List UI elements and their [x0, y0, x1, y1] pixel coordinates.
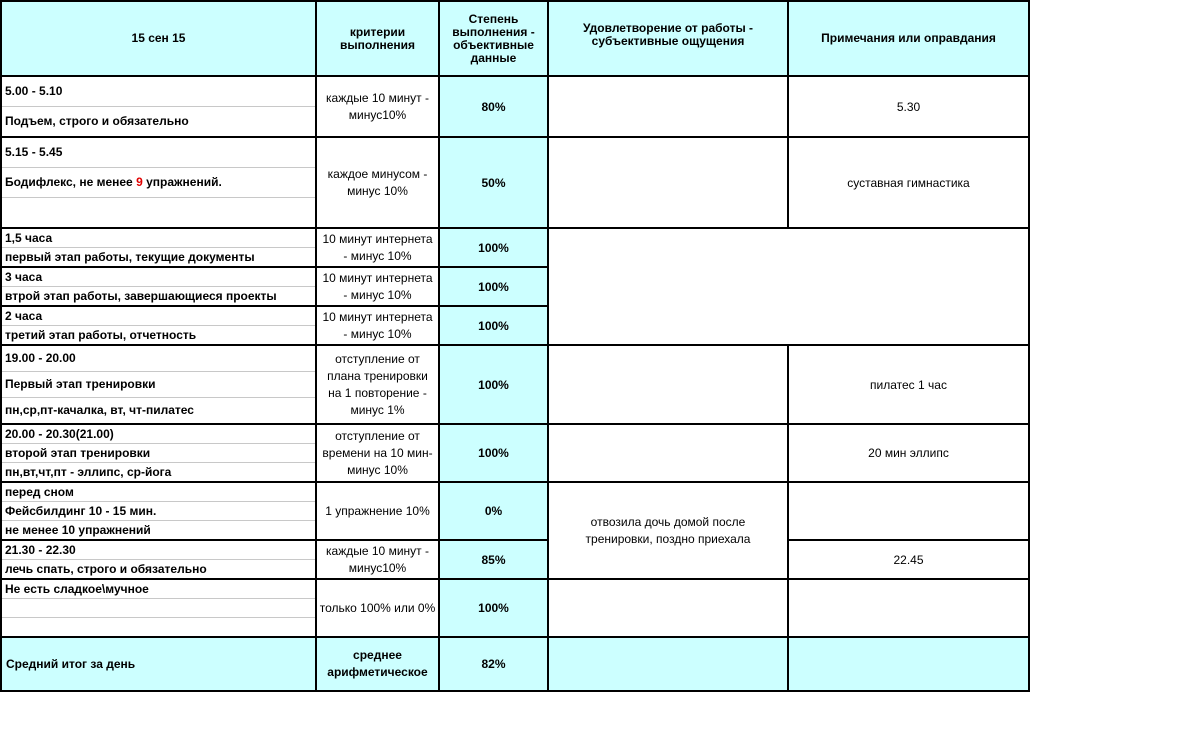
header-degree: Степень выполнения - объективные данные — [439, 1, 548, 76]
criteria-cell: 1 упражнение 10% — [316, 482, 439, 540]
task-detail: пн,вт,чт,пт - эллипс, ср-йога — [5, 465, 172, 479]
task-title: Фейсбилдинг 10 - 15 мин. — [2, 502, 315, 521]
total-row — [1, 637, 1029, 691]
task-cell — [1, 267, 316, 306]
table-row — [1, 137, 1029, 228]
note-cell — [788, 579, 1029, 637]
task-cell — [1, 579, 316, 637]
task-title: лечь спать, строго и обязательно — [5, 562, 207, 576]
note-cell: суставная гимнастика — [788, 137, 1029, 228]
task-time: 21.30 - 22.30 — [2, 541, 315, 560]
task-cell — [1, 345, 316, 424]
value-cell: 100% — [439, 345, 548, 424]
task-cell — [1, 306, 316, 345]
satisfaction-cell — [548, 76, 788, 137]
header-notes: Примечания или оправдания — [788, 1, 1029, 76]
satisfaction-cell — [548, 345, 788, 424]
value-cell: 100% — [439, 424, 548, 482]
task-cell — [1, 137, 316, 228]
merged-empty-cell — [548, 228, 1029, 345]
table-row — [1, 76, 1029, 137]
task-text: упражнений. — [142, 175, 222, 189]
criteria-cell: отступление от плана тренировки на 1 повторение - минус 1% — [316, 345, 439, 424]
value-cell: 100% — [439, 267, 548, 306]
task-cell — [1, 76, 316, 137]
task-cell — [1, 424, 316, 482]
note-cell — [788, 482, 1029, 540]
task-time: 20.00 - 20.30(21.00) — [2, 425, 315, 444]
task-title: второй этап тренировки — [2, 444, 315, 463]
task-number: 9 — [136, 175, 143, 189]
empty-line — [2, 618, 315, 636]
table-row — [1, 540, 1029, 579]
task-detail: не менее 10 упражнений — [5, 523, 151, 537]
table-row — [1, 579, 1029, 637]
header-row — [1, 1, 1029, 76]
value-cell: 80% — [439, 76, 548, 137]
task-title — [2, 168, 315, 198]
satisfaction-cell — [548, 579, 788, 637]
task-title: третий этап работы, отчетность — [5, 328, 197, 342]
task-time: перед сном — [2, 483, 315, 502]
criteria-cell: 10 минут интернета - минус 10% — [316, 306, 439, 345]
task-title: Первый этап тренировки — [2, 372, 315, 398]
value-cell: 100% — [439, 306, 548, 345]
task-time: 2 часа — [2, 307, 315, 326]
header-satisfaction: Удовлетворение от работы - субъективные ощущения — [548, 1, 788, 76]
table-row — [1, 228, 1029, 267]
task-cell — [1, 228, 316, 267]
task-cell — [1, 540, 316, 579]
task-text: Бодифлекс, не менее — [5, 175, 137, 189]
value-cell: 100% — [439, 579, 548, 637]
value-cell: 85% — [439, 540, 548, 579]
value-cell: 50% — [439, 137, 548, 228]
criteria-cell: каждые 10 минут - минус10% — [316, 76, 439, 137]
criteria-cell: 10 минут интернета - минус 10% — [316, 267, 439, 306]
task-cell — [1, 482, 316, 540]
criteria-cell: 10 минут интернета - минус 10% — [316, 228, 439, 267]
task-time: 3 часа — [2, 268, 315, 287]
total-notes — [788, 637, 1029, 691]
empty-line — [2, 599, 315, 618]
task-title: Подъем, строго и обязательно — [5, 114, 189, 128]
table-row — [1, 482, 1029, 540]
value-cell: 100% — [439, 228, 548, 267]
table-row — [1, 424, 1029, 482]
criteria-cell: отступление от времени на 10 мин- минус 10% — [316, 424, 439, 482]
criteria-cell: только 100% или 0% — [316, 579, 439, 637]
header-date: 15 сен 15 — [1, 1, 316, 76]
criteria-cell: каждое минусом - минус 10% — [316, 137, 439, 228]
total-criteria: среднее арифметическое — [316, 637, 439, 691]
satisfaction-cell — [548, 137, 788, 228]
empty-line — [2, 198, 315, 227]
total-satisfaction — [548, 637, 788, 691]
note-cell: 20 мин эллипс — [788, 424, 1029, 482]
total-label: Средний итог за день — [1, 637, 316, 691]
note-cell: пилатес 1 час — [788, 345, 1029, 424]
note-cell: 22.45 — [788, 540, 1029, 579]
task-time: 5.15 - 5.45 — [2, 138, 315, 168]
note-cell: 5.30 — [788, 76, 1029, 137]
task-title: втрой этап работы, завершающиеся проекты — [5, 289, 277, 303]
task-time: 1,5 часа — [2, 229, 315, 248]
value-cell: 0% — [439, 482, 548, 540]
task-detail: пн,ср,пт-качалка, вт, чт-пилатес — [5, 403, 194, 417]
task-time: 5.00 - 5.10 — [2, 77, 315, 107]
satisfaction-cell — [548, 424, 788, 482]
merged-satisfaction-cell: отвозила дочь домой после тренировки, поздно приехала — [548, 482, 788, 579]
header-criteria: критерии выполнения — [316, 1, 439, 76]
task-title: Не есть сладкое\мучное — [2, 580, 315, 599]
task-title: первый этап работы, текущие документы — [5, 250, 255, 264]
table-row — [1, 345, 1029, 424]
total-value: 82% — [439, 637, 548, 691]
criteria-cell: каждые 10 минут - минус10% — [316, 540, 439, 579]
task-time: 19.00 - 20.00 — [2, 346, 315, 372]
